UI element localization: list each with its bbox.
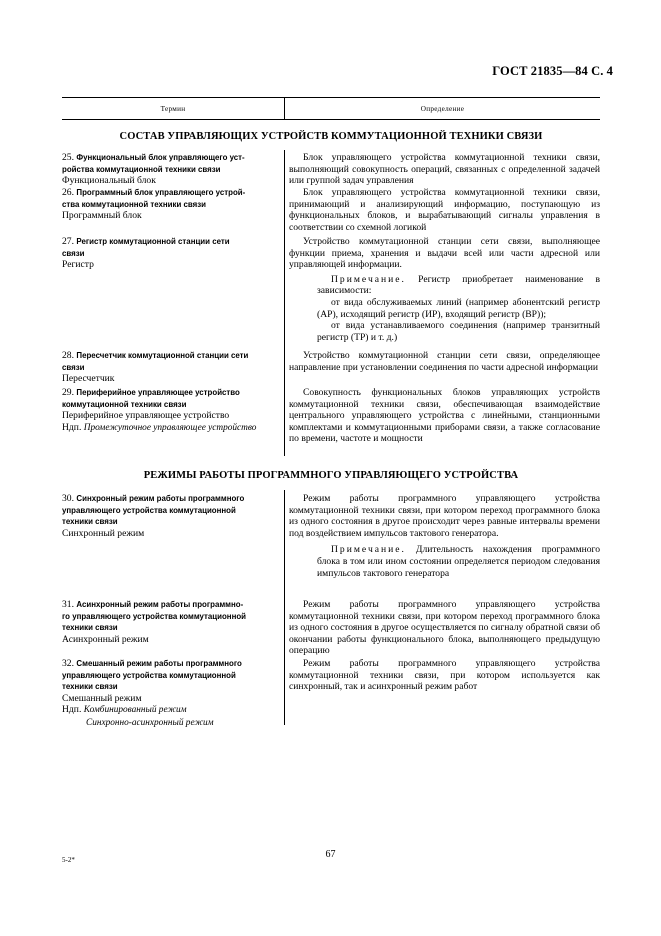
term-column-header: Термин [160, 105, 186, 113]
definition-text: Блок управляющего устройства коммутационной техники связи, принимающий и анализирующий информацию, поступающую из функциональных блоков, и вырабатывающий сигналы управления в соответствии со схемной логикой [289, 187, 600, 233]
term-short-form: Пересчетчик [62, 373, 115, 385]
section-title-composition: СОСТАВ УПРАВЛЯЮЩИХ УСТРОЙСТВ КОММУТАЦИОННОЙ ТЕХНИКИ СВЯЗИ [119, 131, 543, 142]
term-number: 30. [62, 493, 74, 504]
term-number: 27. [62, 236, 74, 247]
definition-entry-26 [289, 187, 600, 233]
note-label: Примечание. [331, 273, 406, 285]
term-title-line: Регистр коммутационной станции сети [76, 237, 230, 246]
definition-entry-28 [289, 350, 600, 373]
term-entry-29 [62, 387, 280, 434]
term-entry-25 [62, 152, 280, 187]
term-entry-32 [62, 658, 280, 730]
term-title-line: Периферийное управляющее устройство [76, 388, 240, 397]
term-title-line: коммутационной техники связи [62, 399, 187, 409]
term-title-line: техники связи [62, 517, 118, 527]
print-mark: 5-2* [62, 856, 75, 864]
definition-entry-30 [289, 493, 600, 579]
term-short-form: Асинхронный режим [62, 633, 149, 645]
definition-text: Устройство коммутационной станции сети связи, выполняющее функции приема, хранения и выдачи всей или части адресной или управляющей информации. [289, 236, 600, 271]
term-title-line: Смешанный режим работы программного [76, 659, 242, 668]
term-number: 25. [62, 152, 74, 163]
term-entry-28 [62, 350, 280, 385]
ndp-term: Комбинированный режим [83, 705, 187, 716]
definition-text: Устройство коммутационной станции сети связи, определяющее направление при установлении соединения по части адресной информации [289, 350, 600, 373]
column-divider-section2 [284, 490, 285, 725]
term-title-line: техники связи [62, 623, 118, 633]
ndp-term: Синхронно-асинхронный режим [86, 717, 214, 728]
definition-entry-25 [289, 152, 600, 187]
term-entry-31 [62, 599, 280, 645]
term-short-form: Синхронный режим [62, 527, 145, 539]
term-title-line: связи [62, 248, 85, 258]
note-block [289, 274, 600, 297]
ndp-term: Промежуточное управляющее устройство [83, 422, 257, 433]
term-entry-30 [62, 493, 280, 539]
definition-text: Режим работы программного управляющего устройства коммутационной техники связи, при котором переход программного блока из одного состояния в другое осуществляется по сигналу обратной связи об окончании работы функционального блока, выполняющего предыдущую операцию [289, 599, 600, 657]
term-number: 31. [62, 599, 74, 610]
term-title-line: управляющего устройства коммутационной [62, 670, 236, 680]
note-block [289, 544, 600, 579]
table-top-rule [62, 97, 600, 98]
term-short-form: Функциональный блок [62, 175, 156, 187]
column-divider-section1 [284, 150, 285, 456]
definition-text: Режим работы программного управляющего устройства коммутационной техники связи, при котором используется как синхронный, так и асинхронный режим работ [289, 658, 600, 693]
term-title-line: Пересчетчик коммутационной станции сети [76, 351, 249, 360]
term-title-line: Синхронный режим работы программного [76, 494, 245, 503]
term-title-line: управляющего устройства коммутационной [62, 505, 236, 515]
note-item: от вида обслуживаемых линий (например абонентский регистр (АР), исходящий регистр (ИР), входящий регистр (ВР)); [317, 296, 600, 320]
definition-entry-27 [289, 236, 600, 343]
term-title-line: техники связи [62, 682, 118, 692]
term-number: 29. [62, 387, 74, 398]
term-title-line: Функциональный блок управляющего уст- [76, 153, 245, 162]
standard-header: ГОСТ 21835—84 С. 4 [492, 64, 613, 78]
definition-text: Совокупность функциональных блоков управляющих устройств коммутационной техники связи, обеспечивающая взаимодействие центрального управляющего устройства с линейными, станционными комплектами и коммутационными приборами связи, а также согласование по времени, частоте и мощности [289, 387, 600, 445]
note-label: Примечание. [331, 544, 406, 556]
section-title-modes: РЕЖИМЫ РАБОТЫ ПРОГРАММНОГО УПРАВЛЯЮЩЕГО УСТРОЙСТВА [143, 470, 519, 481]
definition-entry-29 [289, 387, 600, 445]
term-title-line: ройства коммутационной техники связи [62, 164, 221, 174]
term-number: 26. [62, 187, 74, 198]
term-entry-27 [62, 236, 280, 271]
term-entry-26 [62, 187, 280, 222]
term-title-line: Программный блок управляющего устрой- [76, 188, 246, 197]
term-title-line: го управляющего устройства коммутационной [62, 611, 247, 621]
table-header-rule [62, 119, 600, 120]
definition-text: Режим работы программного управляющего устройства коммутационной техники связи, при котором переход программного блока из одного состояния в другое происходит через равные интервалы времени под воздействием импульсов тактового генератора. [289, 493, 600, 539]
ndp-label: Ндп. [62, 421, 82, 433]
term-title-line: ства коммутационной техники связи [62, 199, 207, 209]
term-number: 32. [62, 658, 74, 669]
definition-entry-32 [289, 658, 600, 693]
definition-text: Блок управляющего устройства коммутационной техники связи, выполняющий совокупность операций, связанных с определенной задачей или группой задач управления [289, 152, 600, 187]
note-item: от вида устанавливаемого соединения (например транзитный регистр (ТР) и т. д.) [317, 320, 600, 343]
definition-entry-31 [289, 599, 600, 657]
note-text: Регистр приобретает наименование в зависимости: [317, 273, 600, 297]
term-short-form: Программный блок [62, 210, 142, 222]
page-number: 67 [325, 849, 336, 860]
term-short-form: Периферийное управляющее устройство [62, 410, 230, 422]
term-short-form: Регистр [62, 259, 94, 271]
term-number: 28. [62, 350, 74, 361]
ndp-label: Ндп. [62, 704, 82, 716]
term-title-line: связи [62, 362, 85, 372]
term-short-form: Смешанный режим [62, 692, 142, 704]
definition-column-header: Определение [420, 105, 465, 113]
term-title-line: Асинхронный режим работы программно- [76, 600, 244, 609]
note-text: Длительность нахождения программного блока в том или ином состоянии определяется периодом следования импульсов тактового генератора [317, 544, 600, 579]
